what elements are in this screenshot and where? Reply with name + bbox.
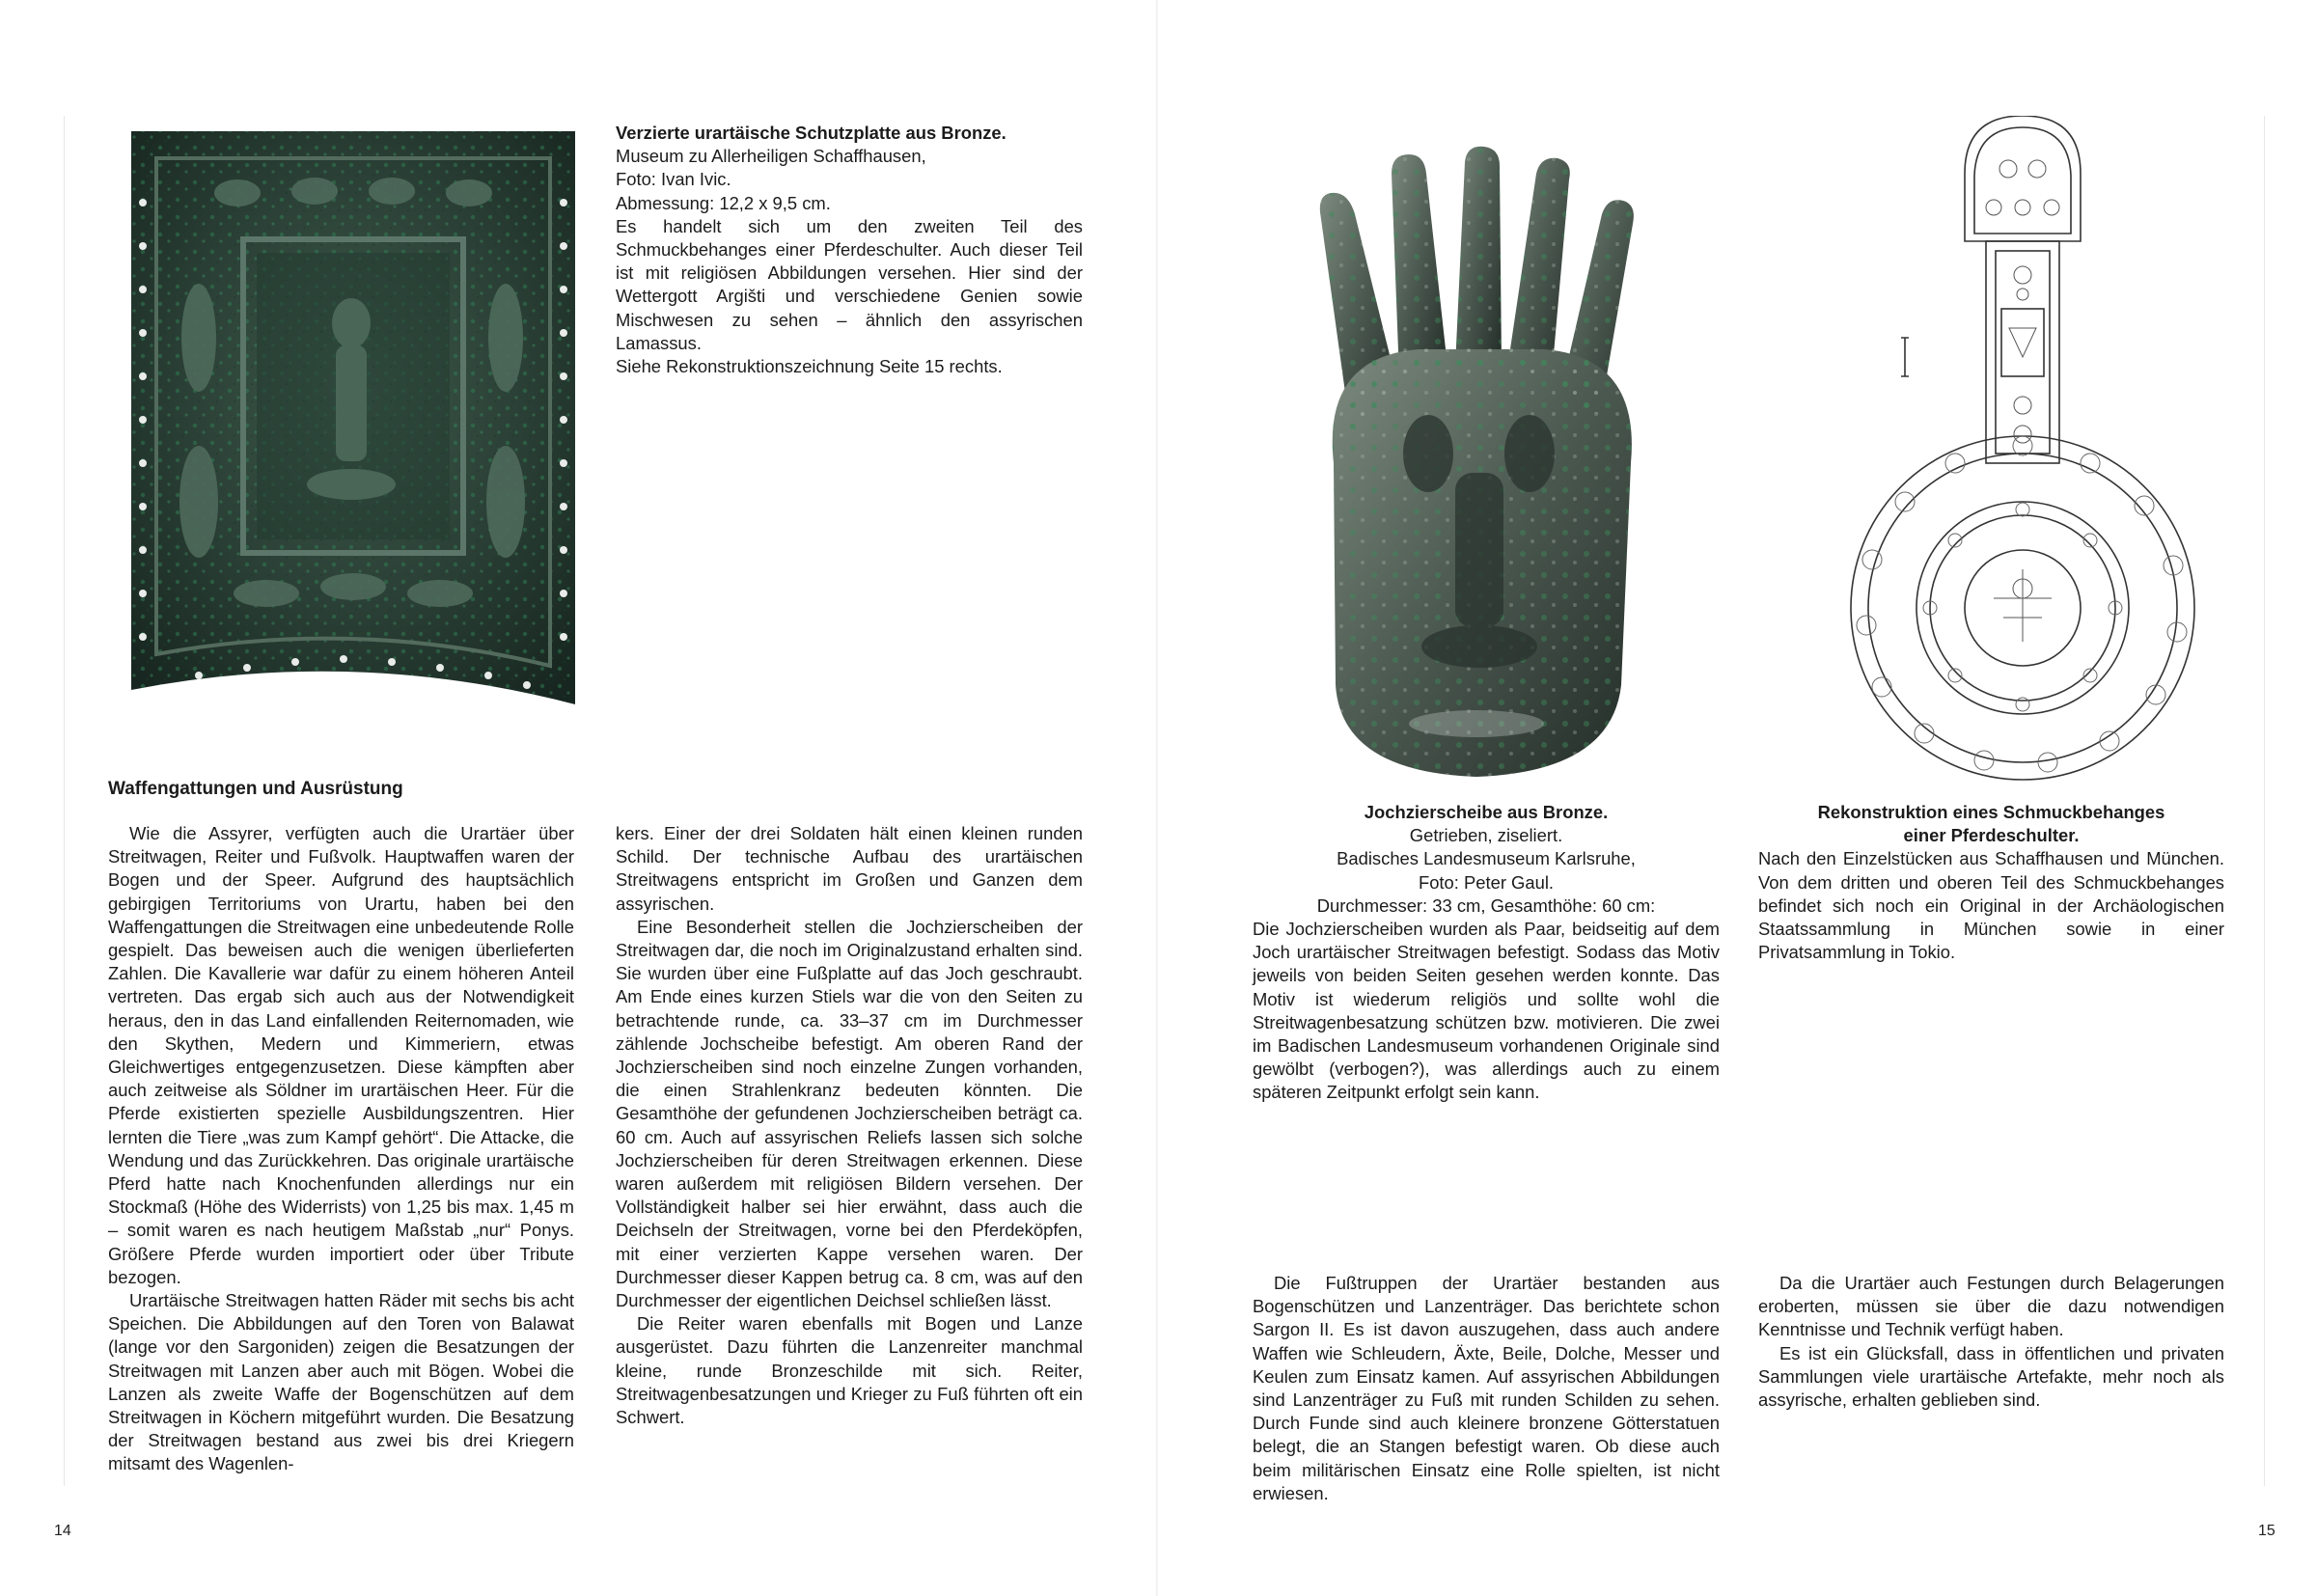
plate-caption-line: Abmessung: 12,2 x 9,5 cm. xyxy=(616,192,831,213)
paragraph: Wie die Assyrer, verfügten auch die Urartäer über Streitwagen, Reiter und Fußvolk. Hauptwaffen waren der Bogen und der Speer. Aufgrund des hauptsächlich gebirgigen Territoriums von Urartu, haben bei den Waffengattungen die Streitwagen eine unbedeutende Rolle gespielt. Das beweisen auch die wenigen überlieferten Zahlen. Die Kavallerie war dafür zu einem höheren Anteil vertreten. Das ergab sich auch aus der Notwendigkeit heraus, den in das Land einfallenden Reiternomaden, wie den Skythen, Medern und Kimmeriern, etwas Gleichwertiges entgegenzusetzen. Diese kämpften aber auch zeitweise als Söldner im urartäischen Heer. Für die Pferde existierten spezielle Ausbildungszentren. Hier lernten die Tiere „was zum Kampf gehört“. Die Attacke, die Wendung und das Zurückkehren. Das originale urartäische Pferd hatte nach Knochenfunden allerdings nur ein Stockmaß (Höhe des Widerrists) von 1,25 bis max. 1,45 m – somit waren es nach heutigem Maßstab „nur“ Ponys. Größere Pferde wurden importiert oder über Tribute bezogen. xyxy=(108,823,574,1287)
section-heading: Waffengattungen und Ausrüstung xyxy=(108,779,403,799)
bronze-plate-photo xyxy=(122,125,585,704)
reconstruction-caption-body: Nach den Einzelstücken aus Schaffhausen und München. Von dem dritten und oberen Teil des Schmuckbehanges befindet sich noch ein Original in der Archäologischen Staatssammlung in München sowie in einer Privatsammlung in Tokio. xyxy=(1758,848,2224,963)
paragraph: kers. Einer der drei Soldaten hält einen kleinen runden Schild. Der technische Aufbau des urartäischen Streitwagens entspricht im Großen und Ganzen dem assyrischen. xyxy=(616,823,1083,914)
right-page xyxy=(1158,0,2316,1596)
yoke-caption-line: Foto: Peter Gaul. xyxy=(1418,871,1555,893)
paragraph: Die Reiter waren ebenfalls mit Bogen und Lanze ausgerüstet. Dazu führten die Lanzenreiter manchmal kleine, runde Bronzeschilde mit sich. Reiter, Streitwagenbesatzungen und Krieger zu Fuß führten oft ein Schwert. xyxy=(616,1313,1083,1428)
yoke-disc-photo xyxy=(1283,145,1669,782)
paragraph: Eine Besonderheit stellen die Jochzierscheiben der Streitwagen dar, die noch im Originalzustand erhalten sind. Sie wurden über eine Fußplatte auf das Joch geschraubt. Am Ende eines kurzen Stiels war die von den Seiten zu betrachtende runde, ca. 33–37 cm im Durchmesser zählende Jochscheibe befestigt. Am oberen Rand der Jochzierscheiben sind noch einzelne Zungen vorhanden, die einen Strahlenkranz bedeuten könnten. Die Gesamthöhe der gefundenen Jochzierscheiben beträgt ca. 60 cm. Auch auf assyrischen Reliefs lassen sich solche Jochzierscheiben für deren Streitwagen erkennen. Diese waren außerdem mit religiösen Bildern versehen. Der Vollständigkeit halber sei hier erwähnt, dass auch die Deichseln der Streitwagen, vorne bei den Pferdeköpfen, mit einer verzierten Kappe versehen waren. Der Durchmesser dieser Kappen betrug ca. 8 cm, was auf den Durchmesser der eigentlichen Deichsel schließen lässt. xyxy=(616,916,1083,1311)
plate-caption-reference: Siehe Rekonstruktionszeichnung Seite 15 rechts. xyxy=(616,356,1003,377)
paragraph: Da die Urartäer auch Festungen durch Belagerungen eroberten, müssen sie über die dazu notwendigen Kenntnisse und Technik verfügt haben. xyxy=(1758,1273,2224,1340)
reconstruction-drawing-image xyxy=(1820,116,2225,791)
yoke-caption-line: Durchmesser: 33 cm, Gesamthöhe: 60 cm: xyxy=(1316,894,1656,916)
page-number: 15 xyxy=(2258,1523,2275,1539)
bronze-plate-image xyxy=(122,125,585,704)
reconstruction-caption-title: einer Pferdeschulter. xyxy=(1903,825,2080,846)
paragraph: Urartäische Streitwagen hatten Räder mit sechs bis acht Speichen. Die Abbildungen auf den Toren von Balawat (lange vor den Sargoniden) zeigen die Besatzungen der Streitwagen mit Lanzen aber auch mit Bögen. Wobei die Lanzen als zweite Waffe der Bogenschützen auf dem Streitwagen in Köchern mitgeführt wurden. Die Besatzung der Streitwagen bestand aus zwei bis drei Kriegern mitsamt des Wagenlen- xyxy=(108,1290,574,1474)
page-number: 14 xyxy=(54,1523,71,1539)
plate-caption-title: Verzierte urartäische Schutzplatte aus Bronze. xyxy=(616,123,1006,143)
reconstruction-caption-title: Rekonstruktion eines Schmuckbehanges xyxy=(1817,802,2165,822)
yoke-caption-title: Jochzierscheibe aus Bronze. xyxy=(1364,802,1609,822)
yoke-disc-image xyxy=(1283,145,1669,782)
body-column-1 xyxy=(108,822,574,1476)
paragraph: Es ist ein Glücksfall, dass in öffentlichen und privaten Sammlungen viele urartäische Artefakte, mehr noch als assyrische, erhalten geblieben sind. xyxy=(1758,1342,2224,1411)
reconstruction-caption xyxy=(1758,801,2224,964)
body-column-2 xyxy=(616,822,1083,1429)
paragraph: Die Fußtruppen der Urartäer bestanden aus Bogenschützen und Lanzenträger. Das berichtete schon Sargon II. Es ist davon auszugehen, dass auch andere Waffen wie Schleudern, Äxte, Beile, Dolche, Messer und Keulen zum Einsatz kamen. Auf assyrischen Abbildungen sind Lanzenträger zu Fuß mit runden Schilden zu sehen. Durch Funde sind auch kleinere bronzene Götterstatuen belegt, die an Stangen befestigt waren. Ob diese auch beim militärischen Einsatz eine Rolle spielten, ist nicht erwiesen. xyxy=(1253,1273,1720,1503)
body-column-3 xyxy=(1253,1272,1720,1505)
yoke-caption-line: Badisches Landesmuseum Karlsruhe, xyxy=(1337,848,1636,869)
yoke-caption-body: Die Jochzierscheiben wurden als Paar, beidseitig auf dem Joch urartäischer Streitwagen befestigt. Sodass das Motiv jeweils von beiden Seiten gesehen werden konnte. Das Motiv ist wiederum religiös und sollte wohl die Streitwagenbesatzung schützen bzw. motivieren. Die zwei im Badischen Landesmuseum vorhandenen Originale sind gewölbt (verbogen?), was allerdings auch zu einem späteren Zeitpunkt erfolgt sein kann. xyxy=(1253,919,1720,1103)
page-frame-line xyxy=(2264,116,2265,1486)
plate-caption-body: Es handelt sich um den zweiten Teil des Schmuckbehanges einer Pferdeschulter. Auch dieser Teil ist mit religiösen Abbildungen versehen. Hier sind der Wettergott Argišti und verschiedene Genien sowie Mischwesen zu sehen – ähnlich den assyrischen Lamassus. xyxy=(616,215,1083,353)
plate-caption-line: Museum zu Allerheiligen Schaffhausen, xyxy=(616,146,926,167)
yoke-caption-line: Getrieben, ziseliert. xyxy=(1409,825,1563,846)
page-frame-line xyxy=(64,116,65,1486)
yoke-caption xyxy=(1253,801,1720,1105)
reconstruction-drawing xyxy=(1820,116,2225,791)
plate-caption xyxy=(616,122,1083,378)
plate-caption-line: Foto: Ivan Ivic. xyxy=(616,169,731,190)
body-column-4 xyxy=(1758,1272,2224,1412)
